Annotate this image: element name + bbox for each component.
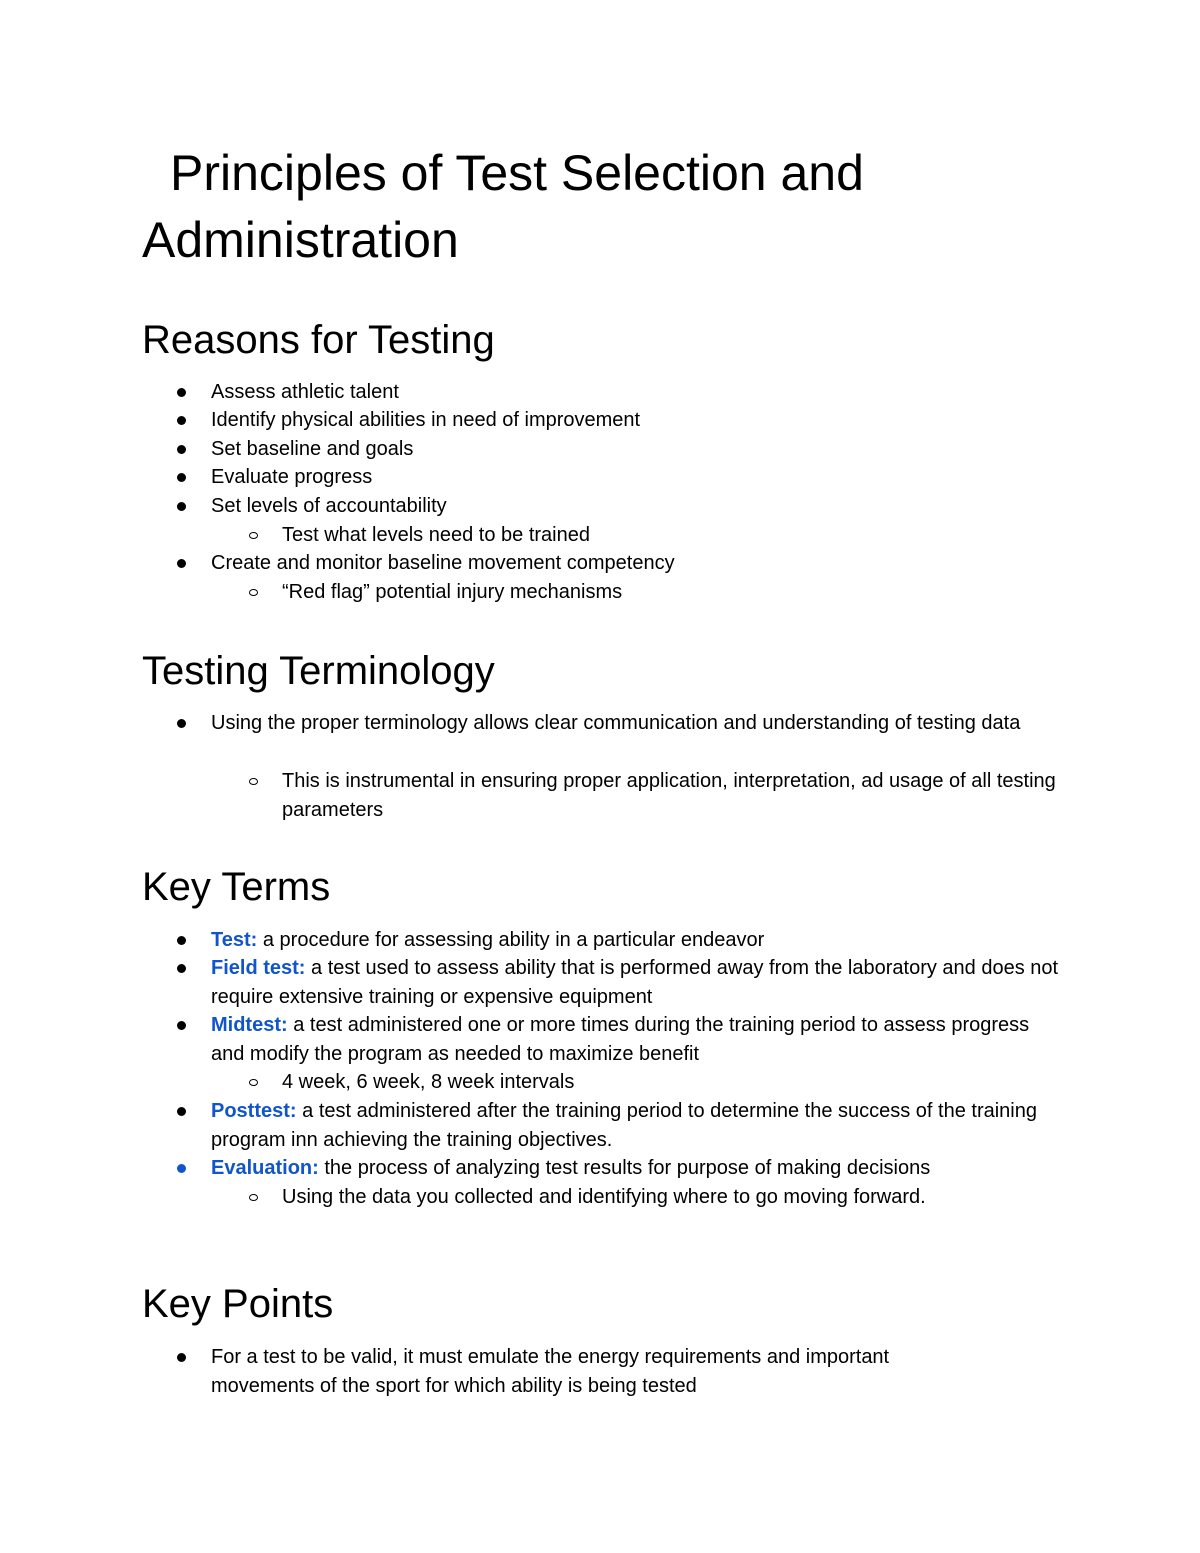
bullet-icon bbox=[177, 559, 186, 568]
bullet-icon bbox=[177, 719, 186, 728]
list-item: Test: a procedure for assessing ability in a particular endeavor bbox=[211, 926, 1071, 955]
hollow-bullet-icon bbox=[249, 1194, 258, 1201]
heading-key-terms: Key Terms bbox=[142, 865, 331, 909]
hollow-bullet-icon bbox=[249, 1079, 258, 1086]
list-subitem: This is instrumental in ensuring proper application, interpretation, ad usage of all testing parameters bbox=[282, 767, 1062, 824]
term-label: Posttest: bbox=[211, 1100, 297, 1122]
list-item: Create and monitor baseline movement competency bbox=[211, 549, 1071, 578]
list-item: Posttest: a test administered after the training period to determine the success of the training program inn achieving the training objectives. bbox=[211, 1097, 1051, 1154]
bullet-icon bbox=[177, 1107, 186, 1116]
title-line-1: Principles of Test Selection and bbox=[170, 145, 864, 201]
list-subitem: “Red flag” potential injury mechanisms bbox=[282, 578, 1072, 607]
list-item: Assess athletic talent bbox=[211, 378, 1071, 407]
term-label: Test: bbox=[211, 929, 258, 951]
term-label: Midtest: bbox=[211, 1014, 288, 1036]
bullet-icon bbox=[177, 416, 186, 425]
bullet-icon bbox=[177, 1164, 186, 1173]
title-line-2: Administration bbox=[142, 212, 459, 268]
bullet-icon bbox=[177, 388, 186, 397]
hollow-bullet-icon bbox=[249, 589, 258, 596]
list-item: Set baseline and goals bbox=[211, 435, 1071, 464]
list-item: For a test to be valid, it must emulate the energy requirements and important movements of the sport for which ability is being tested bbox=[211, 1343, 971, 1400]
hollow-bullet-icon bbox=[249, 778, 258, 785]
bullet-icon bbox=[177, 502, 186, 511]
heading-testing-terminology: Testing Terminology bbox=[142, 649, 495, 693]
bullet-icon bbox=[177, 1021, 186, 1030]
bullet-icon bbox=[177, 1353, 186, 1362]
heading-reasons-for-testing: Reasons for Testing bbox=[142, 318, 495, 362]
list-subitem: 4 week, 6 week, 8 week intervals bbox=[282, 1068, 1072, 1097]
list-item: Midtest: a test administered one or more times during the training period to assess progress and modify the program as needed to maximize benefit bbox=[211, 1011, 1031, 1068]
bullet-icon bbox=[177, 964, 186, 973]
term-label: Evaluation: bbox=[211, 1157, 319, 1179]
list-item: Identify physical abilities in need of improvement bbox=[211, 406, 1071, 435]
list-item: Set levels of accountability bbox=[211, 492, 1071, 521]
bullet-icon bbox=[177, 936, 186, 945]
list-item: Evaluation: the process of analyzing test results for purpose of making decisions bbox=[211, 1154, 1071, 1183]
bullet-icon bbox=[177, 445, 186, 454]
list-subitem: Using the data you collected and identifying where to go moving forward. bbox=[282, 1183, 1072, 1212]
list-subitem: Test what levels need to be trained bbox=[282, 521, 1072, 550]
document-title bbox=[142, 140, 1042, 274]
list-item: Evaluate progress bbox=[211, 463, 1071, 492]
heading-key-points: Key Points bbox=[142, 1282, 334, 1326]
hollow-bullet-icon bbox=[249, 532, 258, 539]
term-label: Field test: bbox=[211, 957, 306, 979]
list-item: Field test: a test used to assess ability that is performed away from the laboratory and does not require extensive training or expensive equipment bbox=[211, 954, 1061, 1011]
bullet-icon bbox=[177, 473, 186, 482]
list-item: Using the proper terminology allows clear communication and understanding of testing data bbox=[211, 709, 1061, 738]
